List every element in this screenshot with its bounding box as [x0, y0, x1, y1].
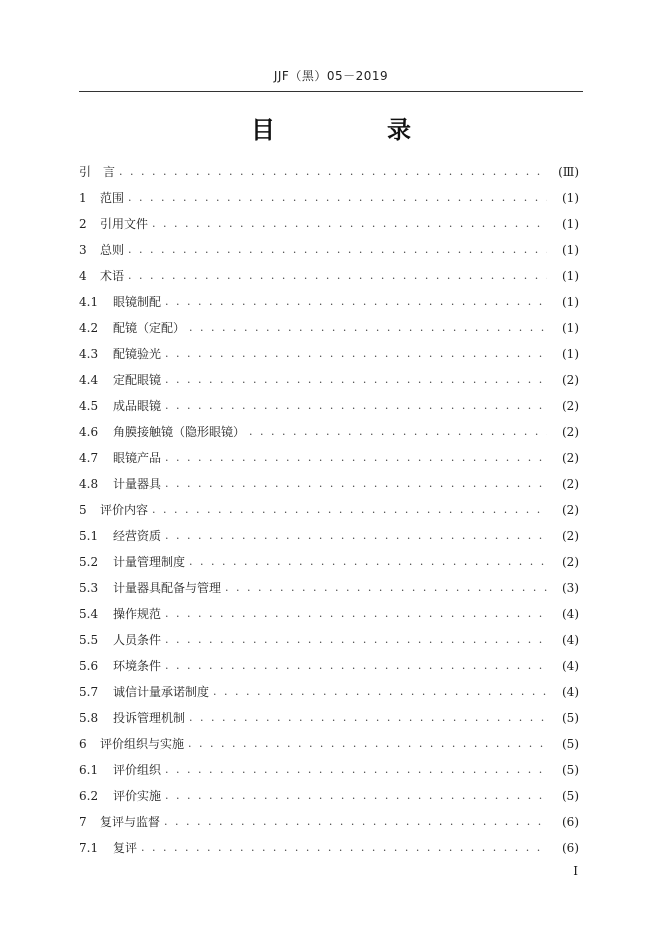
toc-entry-label: 复评与监督: [100, 815, 161, 829]
toc-entry-number: 4.3: [79, 347, 99, 361]
toc-entry-label: 评价组织: [113, 763, 162, 777]
header-rule: [79, 91, 583, 92]
dot-leader: [188, 731, 547, 757]
toc-entry-page: (6): [562, 841, 579, 855]
dot-leader: [128, 237, 547, 263]
toc-entry[interactable]: [79, 367, 579, 393]
dot-leader: [249, 419, 547, 445]
toc-entry[interactable]: [79, 783, 579, 809]
page-title: 目 录: [251, 116, 455, 144]
toc-entry-page: (5): [562, 737, 579, 751]
toc-entry[interactable]: [79, 731, 579, 757]
toc-entry[interactable]: [79, 185, 579, 211]
toc-entry-number: 6.2: [79, 789, 99, 803]
toc-entry[interactable]: [79, 159, 579, 185]
toc-entry[interactable]: [79, 627, 579, 653]
dot-leader: [165, 523, 547, 549]
toc-entry-label: 人员条件: [113, 633, 162, 647]
toc-entry-page: (6): [562, 815, 579, 829]
dot-leader: [119, 159, 547, 185]
toc-entry[interactable]: [79, 809, 579, 835]
toc-entry-page: (5): [562, 789, 579, 803]
dot-leader: [128, 263, 547, 289]
toc-entry[interactable]: [79, 757, 579, 783]
toc-entry-label: 投诉管理机制: [113, 711, 186, 725]
toc-entry-page: (5): [562, 711, 579, 725]
toc-entry[interactable]: [79, 601, 579, 627]
toc-entry-page: (2): [562, 529, 579, 543]
toc-entry-number: 4.6: [79, 425, 99, 439]
toc-entry-label: 角膜接触镜（隐形眼镜）: [113, 425, 246, 439]
toc-entry[interactable]: [79, 497, 579, 523]
toc-entry[interactable]: [79, 835, 579, 861]
toc-entry-page: (2): [562, 503, 579, 517]
toc-entry[interactable]: [79, 263, 579, 289]
toc-entry[interactable]: [79, 237, 579, 263]
dot-leader: [128, 185, 547, 211]
dot-leader: [189, 549, 547, 575]
toc-entry-label: 评价实施: [113, 789, 162, 803]
toc-entry-label: 配镜（定配）: [113, 321, 186, 335]
document-code-header: JJF（黑）05－2019: [273, 69, 389, 83]
dot-leader: [165, 627, 547, 653]
toc-entry-number: 5.6: [79, 659, 99, 673]
toc-entry-page: (4): [562, 633, 579, 647]
dot-leader: [165, 367, 547, 393]
toc-entry-label: 成品眼镜: [113, 399, 162, 413]
toc-entry-number: 7.1: [79, 841, 99, 855]
toc-entry-page: (1): [562, 269, 579, 283]
toc-entry-number: 3: [79, 243, 87, 257]
toc-entry[interactable]: [79, 471, 579, 497]
toc-entry[interactable]: [79, 211, 579, 237]
toc-entry-number: 5.8: [79, 711, 99, 725]
toc-entry-number: 5.4: [79, 607, 99, 621]
dot-leader: [165, 757, 547, 783]
page-number: Ⅰ: [573, 864, 578, 878]
dot-leader: [225, 575, 547, 601]
toc-entry-label: 引用文件: [100, 217, 149, 231]
toc-entry-label: 总则: [100, 243, 125, 257]
toc-entry-label: 环境条件: [113, 659, 162, 673]
toc-entry[interactable]: [79, 289, 579, 315]
dot-leader: [152, 497, 547, 523]
dot-leader: [141, 835, 547, 861]
dot-leader: [164, 809, 547, 835]
toc-entry-label: 评价内容: [100, 503, 149, 517]
toc-entry-number: 5.7: [79, 685, 99, 699]
dot-leader: [165, 393, 547, 419]
toc-entry-page: (4): [562, 659, 579, 673]
toc-entry-page: (5): [562, 763, 579, 777]
toc-entry-label: 引 言: [79, 165, 116, 179]
dot-leader: [213, 679, 547, 705]
toc-entry-page: (1): [562, 243, 579, 257]
toc-entry-label: 评价组织与实施: [100, 737, 185, 751]
toc-entry-number: 5.3: [79, 581, 99, 595]
toc-entry[interactable]: [79, 549, 579, 575]
dot-leader: [165, 471, 547, 497]
toc-entry-label: 配镜验光: [113, 347, 162, 361]
dot-leader: [165, 289, 547, 315]
dot-leader: [152, 211, 547, 237]
toc-entry-label: 范围: [100, 191, 125, 205]
toc-entry[interactable]: [79, 575, 579, 601]
toc-entry-page: (2): [562, 451, 579, 465]
toc-entry-page: (1): [562, 295, 579, 309]
toc-entry-label: 计量器具配备与管理: [113, 581, 222, 595]
table-of-contents: [79, 159, 579, 861]
toc-entry-page: (2): [562, 477, 579, 491]
toc-entry-number: 5.1: [79, 529, 99, 543]
toc-entry[interactable]: [79, 341, 579, 367]
toc-entry[interactable]: [79, 419, 579, 445]
toc-entry-number: 4.7: [79, 451, 99, 465]
toc-entry-number: 6.1: [79, 763, 99, 777]
dot-leader: [165, 783, 547, 809]
toc-entry-number: 4.8: [79, 477, 99, 491]
toc-entry-page: (2): [562, 399, 579, 413]
toc-entry-label: 术语: [100, 269, 125, 283]
toc-entry-label: 诚信计量承诺制度: [113, 685, 210, 699]
toc-entry-page: (1): [562, 217, 579, 231]
dot-leader: [165, 341, 547, 367]
toc-entry-number: 4.1: [79, 295, 99, 309]
toc-entry-label: 复评: [113, 841, 138, 855]
toc-entry-page: (1): [562, 321, 579, 335]
toc-entry-page: (4): [562, 685, 579, 699]
toc-entry[interactable]: [79, 315, 579, 341]
toc-entry[interactable]: [79, 679, 579, 705]
dot-leader: [189, 705, 547, 731]
toc-entry-label: 操作规范: [113, 607, 162, 621]
toc-entry-page: (2): [562, 425, 579, 439]
toc-entry[interactable]: [79, 393, 579, 419]
toc-entry-label: 眼镜制配: [113, 295, 162, 309]
toc-entry-number: 4.5: [79, 399, 99, 413]
toc-entry-label: 定配眼镜: [113, 373, 162, 387]
toc-entry-number: 1: [79, 191, 87, 205]
toc-entry-number: 5.5: [79, 633, 99, 647]
toc-entry-page: (1): [562, 191, 579, 205]
toc-entry-page: (1): [562, 347, 579, 361]
toc-entry-label: 眼镜产品: [113, 451, 162, 465]
toc-entry-label: 经营资质: [113, 529, 162, 543]
toc-entry-number: 6: [79, 737, 87, 751]
toc-entry-page: (3): [562, 581, 579, 595]
toc-entry-number: 5: [79, 503, 87, 517]
toc-entry-page: (2): [562, 373, 579, 387]
dot-leader: [165, 601, 547, 627]
toc-entry-page: (4): [562, 607, 579, 621]
toc-entry-number: 7: [79, 815, 87, 829]
toc-entry-number: 4: [79, 269, 87, 283]
toc-entry-number: 4.2: [79, 321, 99, 335]
toc-entry[interactable]: [79, 705, 579, 731]
dot-leader: [189, 315, 547, 341]
toc-entry[interactable]: [79, 653, 579, 679]
toc-entry[interactable]: [79, 523, 579, 549]
toc-entry-number: 4.4: [79, 373, 99, 387]
toc-entry[interactable]: [79, 445, 579, 471]
toc-entry-number: 5.2: [79, 555, 99, 569]
toc-entry-number: 2: [79, 217, 87, 231]
toc-entry-label: 计量管理制度: [113, 555, 186, 569]
toc-entry-page: (Ⅲ): [558, 165, 579, 179]
toc-entry-page: (2): [562, 555, 579, 569]
dot-leader: [165, 445, 547, 471]
toc-entry-label: 计量器具: [113, 477, 162, 491]
dot-leader: [165, 653, 547, 679]
